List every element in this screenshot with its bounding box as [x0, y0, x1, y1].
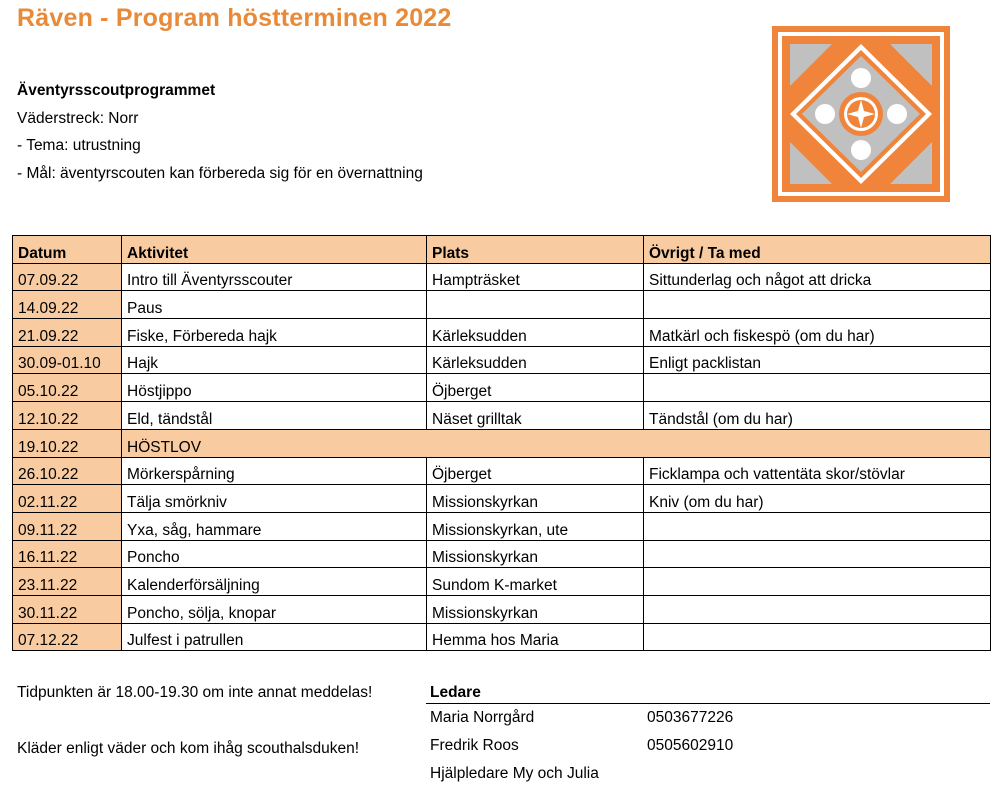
activity-cell: Fiske, Förbereda hajk — [122, 319, 427, 347]
other-cell: Kniv (om du har) — [644, 485, 991, 513]
place-cell: Kärleksudden — [427, 346, 644, 374]
table-row — [13, 291, 991, 319]
date-cell: 12.10.22 — [13, 402, 122, 430]
place-cell: Öjberget — [427, 457, 644, 485]
place-cell: Hampträsket — [427, 263, 644, 291]
clothes-note: Kläder enligt väder och kom ihåg scouthalsduken! — [17, 740, 360, 757]
date-cell: 26.10.22 — [13, 457, 122, 485]
date-cell: 30.11.22 — [13, 595, 122, 623]
date-cell: 16.11.22 — [13, 540, 122, 568]
date-cell: 14.09.22 — [13, 291, 122, 319]
goal-line: - Mål: äventyrscouten kan förbereda sig för en övernattning — [17, 164, 423, 182]
place-cell: Missionskyrkan — [427, 595, 644, 623]
activity-cell: Poncho — [122, 540, 427, 568]
leaders-title: Ledare — [426, 679, 990, 704]
leader-name: Hjälpledare My och Julia — [430, 765, 599, 782]
other-cell — [644, 374, 991, 402]
table-row — [13, 402, 991, 430]
other-cell: Ficklampa och vattentäta skor/stövlar — [644, 457, 991, 485]
leader-row — [426, 760, 990, 788]
other-cell: Tändstål (om du har) — [644, 402, 991, 430]
time-note: Tidpunkten är 18.00-19.30 om inte annat meddelas! — [17, 684, 373, 701]
leader-phone: 0505602910 — [647, 737, 734, 754]
other-cell — [644, 291, 991, 319]
table-row — [13, 374, 991, 402]
place-cell: Öjberget — [427, 374, 644, 402]
other-cell: Sittunderlag och något att dricka — [644, 263, 991, 291]
activity-cell: Tälja smörkniv — [122, 485, 427, 513]
program-table — [12, 235, 991, 651]
header-date: Datum — [13, 236, 122, 264]
other-cell — [644, 512, 991, 540]
leaders-section — [426, 679, 990, 788]
table-row — [13, 346, 991, 374]
leader-row — [426, 704, 990, 732]
other-cell — [644, 595, 991, 623]
table-row — [13, 263, 991, 291]
table-row — [13, 512, 991, 540]
activity-cell: Kalenderförsäljning — [122, 568, 427, 596]
date-cell: 30.09-01.10 — [13, 346, 122, 374]
place-cell: Missionskyrkan, ute — [427, 512, 644, 540]
leader-name: Maria Norrgård — [430, 709, 535, 726]
other-cell — [644, 568, 991, 596]
activity-cell: Yxa, såg, hammare — [122, 512, 427, 540]
place-cell: Hemma hos Maria — [427, 623, 644, 651]
table-row — [13, 595, 991, 623]
holiday-row — [13, 429, 991, 457]
place-cell: Missionskyrkan — [427, 540, 644, 568]
activity-cell: Poncho, sölja, knopar — [122, 595, 427, 623]
place-cell: Missionskyrkan — [427, 485, 644, 513]
place-cell: Kärleksudden — [427, 319, 644, 347]
activity-cell: Intro till Äventyrsscouter — [122, 263, 427, 291]
header-place: Plats — [427, 236, 644, 264]
table-row — [13, 485, 991, 513]
page-title: Räven - Program höstterminen 2022 — [17, 4, 452, 32]
table-header-row — [13, 236, 991, 264]
date-cell: 23.11.22 — [13, 568, 122, 596]
activity-cell: Hajk — [122, 346, 427, 374]
other-cell — [644, 623, 991, 651]
date-cell: 02.11.22 — [13, 485, 122, 513]
direction-line: Väderstreck: Norr — [17, 109, 139, 127]
other-cell — [644, 540, 991, 568]
place-cell: Näset grilltak — [427, 402, 644, 430]
date-cell: 07.09.22 — [13, 263, 122, 291]
table-row — [13, 568, 991, 596]
leader-name: Fredrik Roos — [430, 737, 519, 754]
activity-cell: Mörkerspårning — [122, 457, 427, 485]
other-cell: Enligt packlistan — [644, 346, 991, 374]
date-cell: 21.09.22 — [13, 319, 122, 347]
leader-row — [426, 732, 990, 760]
activity-cell: Paus — [122, 291, 427, 319]
place-cell — [427, 291, 644, 319]
date-cell: 19.10.22 — [13, 429, 122, 457]
table-row — [13, 623, 991, 651]
program-subtitle: Äventyrsscoutprogrammet — [17, 82, 216, 99]
table-row — [13, 540, 991, 568]
holiday-cell: HÖSTLOV — [122, 429, 991, 457]
activity-cell: Eld, tändstål — [122, 402, 427, 430]
other-cell: Matkärl och fiskespö (om du har) — [644, 319, 991, 347]
place-cell: Sundom K-market — [427, 568, 644, 596]
date-cell: 07.12.22 — [13, 623, 122, 651]
activity-cell: Höstjippo — [122, 374, 427, 402]
table-row — [13, 319, 991, 347]
header-other: Övrigt / Ta med — [644, 236, 991, 264]
activity-cell: Julfest i patrullen — [122, 623, 427, 651]
intro-section — [17, 77, 423, 187]
date-cell: 05.10.22 — [13, 374, 122, 402]
header-activity: Aktivitet — [122, 236, 427, 264]
leader-phone: 0503677226 — [647, 709, 734, 726]
date-cell: 09.11.22 — [13, 512, 122, 540]
scout-emblem-icon — [772, 26, 950, 202]
theme-line: - Tema: utrustning — [17, 137, 141, 154]
table-row — [13, 457, 991, 485]
